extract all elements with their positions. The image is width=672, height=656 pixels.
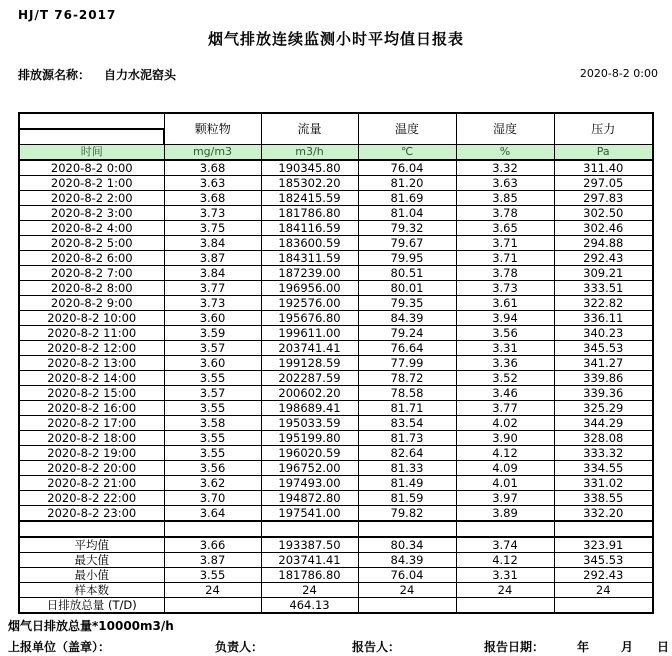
unit-cell: mg/m3 xyxy=(164,145,261,161)
table-row xyxy=(19,296,653,311)
value-cell: 182415.59 xyxy=(261,191,358,206)
value-cell: 79.24 xyxy=(358,326,456,341)
month-label: 月 xyxy=(621,640,634,654)
value-cell: 3.68 xyxy=(164,191,261,206)
value-cell: 195033.59 xyxy=(261,416,358,431)
value-cell: 323.91 xyxy=(554,537,653,553)
value-cell: 292.43 xyxy=(554,568,653,583)
value-cell: 82.64 xyxy=(358,446,456,461)
unit-cell: % xyxy=(456,145,554,161)
value-cell: 3.77 xyxy=(164,281,261,296)
value-cell: 203741.41 xyxy=(261,341,358,356)
value-cell: 76.64 xyxy=(358,341,456,356)
unit-cell: m3/h xyxy=(261,145,358,161)
time-cell: 2020-8-2 11:00 xyxy=(19,326,164,341)
value-cell: 79.67 xyxy=(358,236,456,251)
value-cell: 24 xyxy=(261,583,358,598)
table-header xyxy=(19,113,653,160)
table-row xyxy=(19,461,653,476)
value-cell: 76.04 xyxy=(358,568,456,583)
value-cell: 297.05 xyxy=(554,176,653,191)
time-cell: 2020-8-2 22:00 xyxy=(19,491,164,506)
value-cell: 195676.80 xyxy=(261,311,358,326)
value-cell: 345.53 xyxy=(554,341,653,356)
column-header: 颗粒物 xyxy=(164,113,261,145)
time-cell: 2020-8-2 15:00 xyxy=(19,386,164,401)
emission-source-label: 排放源名称： xyxy=(18,68,91,82)
value-cell: 328.08 xyxy=(554,431,653,446)
unit-cell: Pa xyxy=(554,145,653,161)
value-cell: 294.88 xyxy=(554,236,653,251)
value-cell: 3.87 xyxy=(164,251,261,266)
spacer-section xyxy=(19,521,653,537)
responsible-label: 负责人： xyxy=(215,640,264,654)
value-cell: 190345.80 xyxy=(261,160,358,176)
value-cell: 3.57 xyxy=(164,386,261,401)
value-cell: 3.62 xyxy=(164,476,261,491)
value-cell: 3.55 xyxy=(164,431,261,446)
value-cell: 197493.00 xyxy=(261,476,358,491)
value-cell: 203741.41 xyxy=(261,553,358,568)
value-cell: 331.02 xyxy=(554,476,653,491)
column-header: 湿度 xyxy=(456,113,554,145)
time-cell: 2020-8-2 0:00 xyxy=(19,160,164,176)
value-cell: 76.04 xyxy=(358,160,456,176)
value-cell: 202287.59 xyxy=(261,371,358,386)
table-row xyxy=(19,476,653,491)
table-row xyxy=(19,160,653,176)
value-cell: 3.75 xyxy=(164,221,261,236)
value-cell: 3.60 xyxy=(164,311,261,326)
value-cell: 3.87 xyxy=(164,553,261,568)
value-cell: 4.12 xyxy=(456,553,554,568)
time-cell: 2020-8-2 3:00 xyxy=(19,206,164,221)
corner-cell-bottom xyxy=(19,129,164,145)
value-cell: 3.84 xyxy=(164,266,261,281)
emission-source-name: 自力水泥窑头 xyxy=(104,68,177,82)
value-cell: 344.29 xyxy=(554,416,653,431)
time-cell: 2020-8-2 14:00 xyxy=(19,371,164,386)
value-cell: 302.50 xyxy=(554,206,653,221)
summary-label-cell: 最大值 xyxy=(19,553,164,568)
value-cell: 196956.00 xyxy=(261,281,358,296)
table-row xyxy=(19,506,653,522)
value-cell: 3.59 xyxy=(164,326,261,341)
value-cell: 339.36 xyxy=(554,386,653,401)
time-cell: 2020-8-2 8:00 xyxy=(19,281,164,296)
value-cell: 341.27 xyxy=(554,356,653,371)
table-row xyxy=(19,371,653,386)
value-cell: 3.71 xyxy=(456,251,554,266)
table-row xyxy=(19,446,653,461)
empty-row xyxy=(19,521,653,537)
value-cell: 3.55 xyxy=(164,446,261,461)
value-cell: 4.02 xyxy=(456,416,554,431)
value-cell: 3.85 xyxy=(456,191,554,206)
table-row xyxy=(19,251,653,266)
summary-label-cell: 最小值 xyxy=(19,568,164,583)
value-cell: 3.46 xyxy=(456,386,554,401)
table-row xyxy=(19,568,653,583)
value-cell: 3.78 xyxy=(456,266,554,281)
value-cell: 3.89 xyxy=(456,506,554,522)
time-cell: 2020-8-2 18:00 xyxy=(19,431,164,446)
time-cell: 2020-8-2 16:00 xyxy=(19,401,164,416)
time-cell: 2020-8-2 5:00 xyxy=(19,236,164,251)
value-cell: 81.69 xyxy=(358,191,456,206)
value-cell: 336.11 xyxy=(554,311,653,326)
value-cell: 24 xyxy=(164,583,261,598)
value-cell xyxy=(554,598,653,614)
value-cell: 302.46 xyxy=(554,221,653,236)
value-cell: 322.82 xyxy=(554,296,653,311)
table-row xyxy=(19,176,653,191)
value-cell: 325.29 xyxy=(554,401,653,416)
time-cell: 2020-8-2 1:00 xyxy=(19,176,164,191)
day-label: 日 xyxy=(657,640,670,654)
value-cell: 3.68 xyxy=(164,160,261,176)
value-cell: 24 xyxy=(554,583,653,598)
value-cell: 81.20 xyxy=(358,176,456,191)
value-cell: 84.39 xyxy=(358,311,456,326)
value-cell: 297.83 xyxy=(554,191,653,206)
time-cell: 2020-8-2 7:00 xyxy=(19,266,164,281)
value-cell: 3.36 xyxy=(456,356,554,371)
value-cell: 3.55 xyxy=(164,371,261,386)
table-row xyxy=(19,191,653,206)
value-cell: 79.95 xyxy=(358,251,456,266)
value-cell: 24 xyxy=(456,583,554,598)
table-row xyxy=(19,431,653,446)
value-cell: 187239.00 xyxy=(261,266,358,281)
value-cell: 81.04 xyxy=(358,206,456,221)
page-title: 烟气排放连续监测小时平均值日报表 xyxy=(207,30,464,48)
value-cell: 77.99 xyxy=(358,356,456,371)
value-cell: 3.73 xyxy=(164,296,261,311)
report-datetime: 2020-8-2 0:00 xyxy=(579,67,658,80)
data-rows xyxy=(19,160,653,521)
value-cell: 81.73 xyxy=(358,431,456,446)
value-cell: 80.01 xyxy=(358,281,456,296)
value-cell: 3.94 xyxy=(456,311,554,326)
table-row xyxy=(19,401,653,416)
header-row-units xyxy=(19,145,653,161)
value-cell: 81.59 xyxy=(358,491,456,506)
column-header: 流量 xyxy=(261,113,358,145)
value-cell xyxy=(164,598,261,614)
value-cell: 3.57 xyxy=(164,341,261,356)
value-cell: 80.34 xyxy=(358,537,456,553)
table-row xyxy=(19,281,653,296)
value-cell: 333.51 xyxy=(554,281,653,296)
value-cell: 198689.41 xyxy=(261,401,358,416)
value-cell: 3.84 xyxy=(164,236,261,251)
value-cell: 81.33 xyxy=(358,461,456,476)
value-cell: 24 xyxy=(358,583,456,598)
value-cell: 181786.80 xyxy=(261,568,358,583)
value-cell: 184116.59 xyxy=(261,221,358,236)
table-row xyxy=(19,326,653,341)
unit-cell: ℃ xyxy=(358,145,456,161)
table-row xyxy=(19,266,653,281)
value-cell: 3.31 xyxy=(456,568,554,583)
value-cell: 183600.59 xyxy=(261,236,358,251)
value-cell: 194872.80 xyxy=(261,491,358,506)
value-cell: 196020.59 xyxy=(261,446,358,461)
value-cell: 3.97 xyxy=(456,491,554,506)
value-cell: 81.49 xyxy=(358,476,456,491)
value-cell: 4.01 xyxy=(456,476,554,491)
report-unit-label: 上报单位（盖章）： xyxy=(8,640,111,654)
header-row-names xyxy=(19,113,653,129)
value-cell: 3.55 xyxy=(164,568,261,583)
value-cell: 3.32 xyxy=(456,160,554,176)
value-cell: 78.72 xyxy=(358,371,456,386)
value-cell: 195199.80 xyxy=(261,431,358,446)
time-cell: 2020-8-2 6:00 xyxy=(19,251,164,266)
value-cell: 292.43 xyxy=(554,251,653,266)
value-cell: 3.78 xyxy=(456,206,554,221)
emission-source-line xyxy=(18,66,176,83)
value-cell: 184311.59 xyxy=(261,251,358,266)
value-cell: 83.54 xyxy=(358,416,456,431)
value-cell: 339.86 xyxy=(554,371,653,386)
time-cell: 2020-8-2 2:00 xyxy=(19,191,164,206)
value-cell: 3.56 xyxy=(456,326,554,341)
summary-rows xyxy=(19,537,653,613)
value-cell: 3.52 xyxy=(456,371,554,386)
value-cell: 79.32 xyxy=(358,221,456,236)
value-cell: 340.23 xyxy=(554,326,653,341)
value-cell: 199128.59 xyxy=(261,356,358,371)
time-cell: 2020-8-2 19:00 xyxy=(19,446,164,461)
value-cell: 3.63 xyxy=(456,176,554,191)
standard-number: HJ/T 76-2017 xyxy=(18,8,117,22)
value-cell: 3.56 xyxy=(164,461,261,476)
time-cell: 2020-8-2 9:00 xyxy=(19,296,164,311)
value-cell: 3.64 xyxy=(164,506,261,522)
value-cell: 3.61 xyxy=(456,296,554,311)
table-row xyxy=(19,553,653,568)
value-cell: 464.13 xyxy=(261,598,358,614)
table-row xyxy=(19,221,653,236)
value-cell xyxy=(358,598,456,614)
value-cell: 3.73 xyxy=(164,206,261,221)
value-cell: 199611.00 xyxy=(261,326,358,341)
value-cell xyxy=(456,598,554,614)
value-cell: 81.71 xyxy=(358,401,456,416)
value-cell: 79.35 xyxy=(358,296,456,311)
table-row xyxy=(19,583,653,598)
hourly-average-table xyxy=(18,112,654,614)
value-cell: 80.51 xyxy=(358,266,456,281)
value-cell: 3.71 xyxy=(456,236,554,251)
time-cell: 2020-8-2 12:00 xyxy=(19,341,164,356)
column-header: 压力 xyxy=(554,113,653,145)
corner-cell-top xyxy=(19,113,164,129)
time-cell: 2020-8-2 17:00 xyxy=(19,416,164,431)
report-date-label: 报告日期： xyxy=(484,640,545,654)
value-cell: 185302.20 xyxy=(261,176,358,191)
summary-label-cell: 样本数 xyxy=(19,583,164,598)
table-row xyxy=(19,537,653,553)
time-cell: 2020-8-2 23:00 xyxy=(19,506,164,522)
table-row xyxy=(19,416,653,431)
table-row xyxy=(19,311,653,326)
summary-label-cell: 平均值 xyxy=(19,537,164,553)
table-row xyxy=(19,598,653,614)
value-cell: 200602.20 xyxy=(261,386,358,401)
value-cell: 197541.00 xyxy=(261,506,358,522)
value-cell: 3.70 xyxy=(164,491,261,506)
value-cell: 345.53 xyxy=(554,553,653,568)
value-cell: 4.09 xyxy=(456,461,554,476)
value-cell: 181786.80 xyxy=(261,206,358,221)
time-cell: 2020-8-2 20:00 xyxy=(19,461,164,476)
value-cell: 84.39 xyxy=(358,553,456,568)
value-cell: 3.60 xyxy=(164,356,261,371)
table-row xyxy=(19,356,653,371)
value-cell: 78.58 xyxy=(358,386,456,401)
year-label: 年 xyxy=(577,640,590,654)
reporter-label: 报告人： xyxy=(352,640,401,654)
value-cell: 333.32 xyxy=(554,446,653,461)
value-cell: 3.90 xyxy=(456,431,554,446)
summary-label-cell: 日排放总量 (T/D) xyxy=(19,598,164,614)
time-cell: 2020-8-2 4:00 xyxy=(19,221,164,236)
value-cell: 311.40 xyxy=(554,160,653,176)
time-header-cell: 时间 xyxy=(19,145,164,161)
value-cell: 3.58 xyxy=(164,416,261,431)
value-cell: 3.77 xyxy=(456,401,554,416)
value-cell: 338.55 xyxy=(554,491,653,506)
value-cell: 193387.50 xyxy=(261,537,358,553)
signature-line xyxy=(0,638,672,654)
value-cell: 3.55 xyxy=(164,401,261,416)
table-row xyxy=(19,341,653,356)
column-header: 温度 xyxy=(358,113,456,145)
table-row xyxy=(19,236,653,251)
time-cell: 2020-8-2 13:00 xyxy=(19,356,164,371)
value-cell: 3.63 xyxy=(164,176,261,191)
table-row xyxy=(19,491,653,506)
value-cell: 3.74 xyxy=(456,537,554,553)
value-cell: 192576.00 xyxy=(261,296,358,311)
value-cell: 3.65 xyxy=(456,221,554,236)
value-cell: 3.31 xyxy=(456,341,554,356)
table-row xyxy=(19,206,653,221)
value-cell: 309.21 xyxy=(554,266,653,281)
value-cell: 334.55 xyxy=(554,461,653,476)
time-cell: 2020-8-2 21:00 xyxy=(19,476,164,491)
value-cell: 196752.00 xyxy=(261,461,358,476)
value-cell: 79.82 xyxy=(358,506,456,522)
time-cell: 2020-8-2 10:00 xyxy=(19,311,164,326)
value-cell: 3.73 xyxy=(456,281,554,296)
value-cell: 4.12 xyxy=(456,446,554,461)
footer-note: 烟气日排放总量*10000m3/h xyxy=(8,619,174,633)
value-cell: 332.20 xyxy=(554,506,653,522)
value-cell: 3.66 xyxy=(164,537,261,553)
table-row xyxy=(19,386,653,401)
